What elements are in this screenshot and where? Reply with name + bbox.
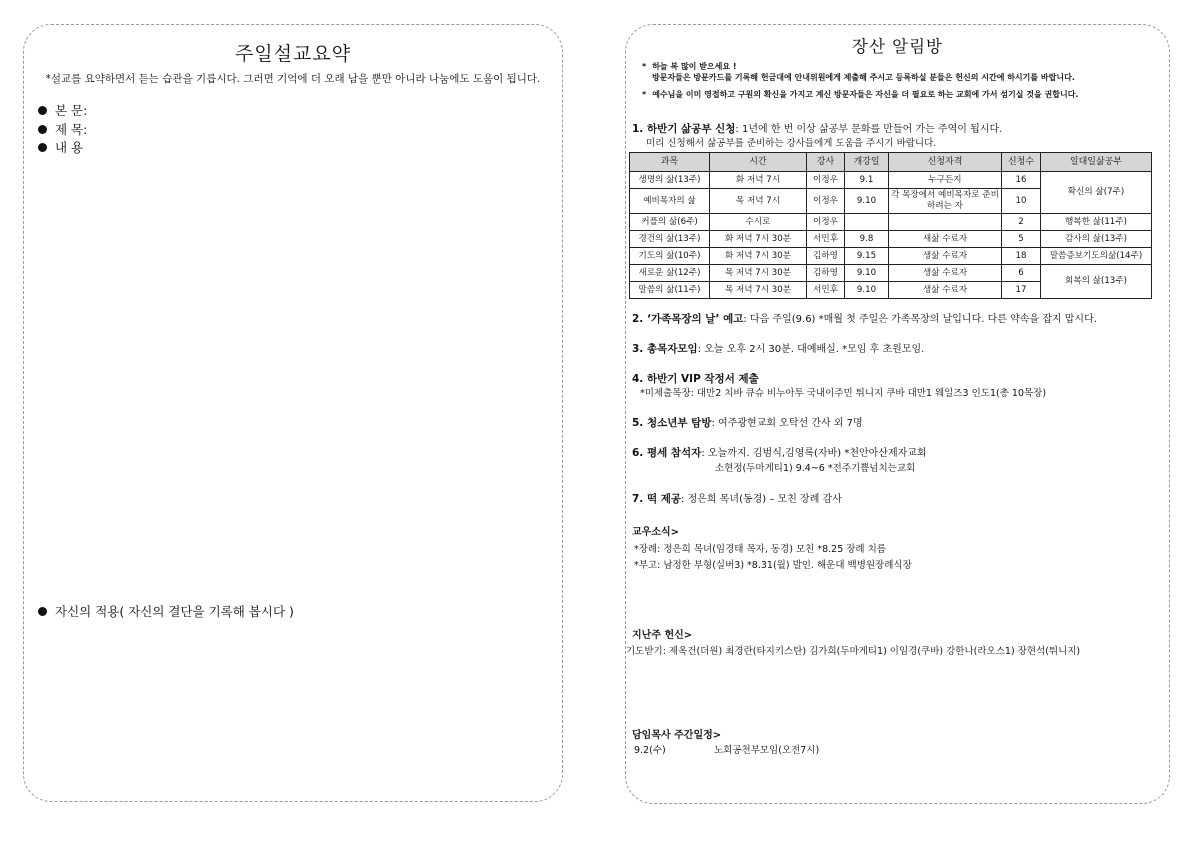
- announcements-panel: [625, 24, 1170, 804]
- member-news-title: 교우소식>: [632, 527, 680, 538]
- bullet-icon: [38, 125, 47, 134]
- bullet-icon: [38, 607, 47, 616]
- offering-text: 기도받기: 제옥건(더원) 최경란(타지키스탄) 김가희(두마게티1) 이임경(쿠바) 강한나(라오스1) 장현석(튀니지): [626, 646, 1081, 657]
- section-5: 5. 청소년부 탐방: 여주광현교회 오탁선 간사 외 7명: [632, 417, 863, 429]
- section-1: 1. 하반기 삶공부 신청: 1년에 한 번 이상 삶공부 문화를 만들어 가는 주역이 됩시다.: [632, 123, 1003, 135]
- field-scripture: 본 문:: [38, 101, 87, 119]
- section-4: 4. 하반기 VIP 작정서 제출: [632, 373, 759, 385]
- sermon-summary-instruction: *설교를 요약하면서 듣는 습관을 기릅시다. 그러면 기억에 더 오래 남을 뿐만 아니라 나눔에도 도움이 됩니다.: [45, 73, 541, 85]
- table-row: 커플의 삶(6주) 수시로 이정우 2 행복한 삶(11주): [630, 214, 1152, 231]
- offering-title: 지난주 헌신>: [632, 630, 693, 641]
- member-news-funeral: *장례: 정은희 목녀(임경태 목자, 동경) 모친 *8.25 장례 치름: [634, 544, 886, 555]
- table-row: 말씀의 삶(11주) 목 저녁 7시 30분 서민후 9.10 생삶 수료자 17: [630, 282, 1152, 299]
- visitor-notice-2: * 예수님을 이미 영접하고 구원의 확신을 가지고 계신 방문자들은 자신을 더 필요로 하는 교회에 가서 섬기실 것을 권합니다.: [642, 90, 1079, 99]
- section-6: 6. 평세 참석자: 오늘까지. 김범식,김영록(자바) *천안아산제자교회: [632, 447, 927, 459]
- announcements-title: 장산 알림방: [852, 37, 943, 56]
- section-7: 7. 떡 제공: 정은희 목녀(동경) – 모친 장례 감사: [632, 493, 842, 505]
- section-6-subtext: 소현정(두마게티1) 9.4~6 *전주기쁨넘치는교회: [715, 463, 916, 474]
- pastor-schedule-event: 노회공천부모임(오전7시): [714, 745, 820, 756]
- sermon-summary-title: 주일설교요약: [234, 43, 352, 65]
- pastor-schedule-title: 담임목사 주간일정>: [632, 730, 722, 741]
- field-title: 제 목:: [38, 120, 87, 138]
- section-4-text: *미제출목장: 대만2 치바 큐슈 비누아투 국내이주민 튀니지 쿠바 대만1 웨일즈3 인도1(총 10목장): [640, 388, 1047, 399]
- table-row: 기도의 삶(10주) 화 저녁 7시 30분 김하영 9.15 생삶 수료자 18 말씀증보기도의삶(14주): [630, 248, 1152, 265]
- section-2: 2. ‘가족목장의 날’ 예고: 다음 주일(9.6) *매월 첫 주일은 가족목장의 날입니다. 다른 약속을 잡지 맙시다.: [632, 313, 1097, 325]
- table-row: 예비목자의 삶 목 저녁 7시 이정우 9.10 각 목장에서 예비목자로 준비하려는 자 10: [630, 189, 1152, 214]
- bullet-icon: [38, 106, 47, 115]
- section-3: 3. 총목자모임: 오늘 오후 2시 30분. 대예배실. *모임 후 초원모임.: [632, 343, 925, 355]
- field-application: 자신의 적용( 자신의 결단을 기록해 봅시다 ): [38, 602, 294, 620]
- life-study-table: [629, 152, 1152, 299]
- sermon-summary-panel: [23, 24, 563, 802]
- table-row: 생명의 삶(13주) 화 저녁 7시 이정우 9.1 누구든지 16 확신의 삶(7주): [630, 172, 1152, 189]
- visitor-notice: * 하늘 복 많이 받으세요 ! 방문자들은 방문카드를 기록해 헌금대에 안내위원에게 제출해 주시고 등록하실 분들은 헌신의 시간에 하시기를 바랍니다.: [642, 62, 1075, 82]
- member-news-obituary: *부고: 남정한 부형(실버3) *8.31(월) 발인. 해운대 백병원장례식장: [634, 560, 912, 571]
- field-content: 내 용: [38, 138, 83, 156]
- pastor-schedule-date: 9.2(수): [634, 745, 666, 756]
- table-row: 새로운 삶(12주) 목 저녁 7시 30분 김하영 9.10 생삶 수료자 6 회복의 삶(13주): [630, 265, 1152, 282]
- section-1-subtext: 미리 신청해서 삶공부를 준비하는 강사들에게 도움을 주시기 바랍니다.: [646, 138, 937, 149]
- table-row: 경건의 삶(13주) 화 저녁 7시 30분 서민후 9.8 새삶 수료자 5 감사의 삶(13주): [630, 231, 1152, 248]
- table-header-row: 과목 시간 강사 개강일 신청자격 신청수 일대일삶공부: [630, 153, 1152, 172]
- bullet-icon: [38, 143, 47, 152]
